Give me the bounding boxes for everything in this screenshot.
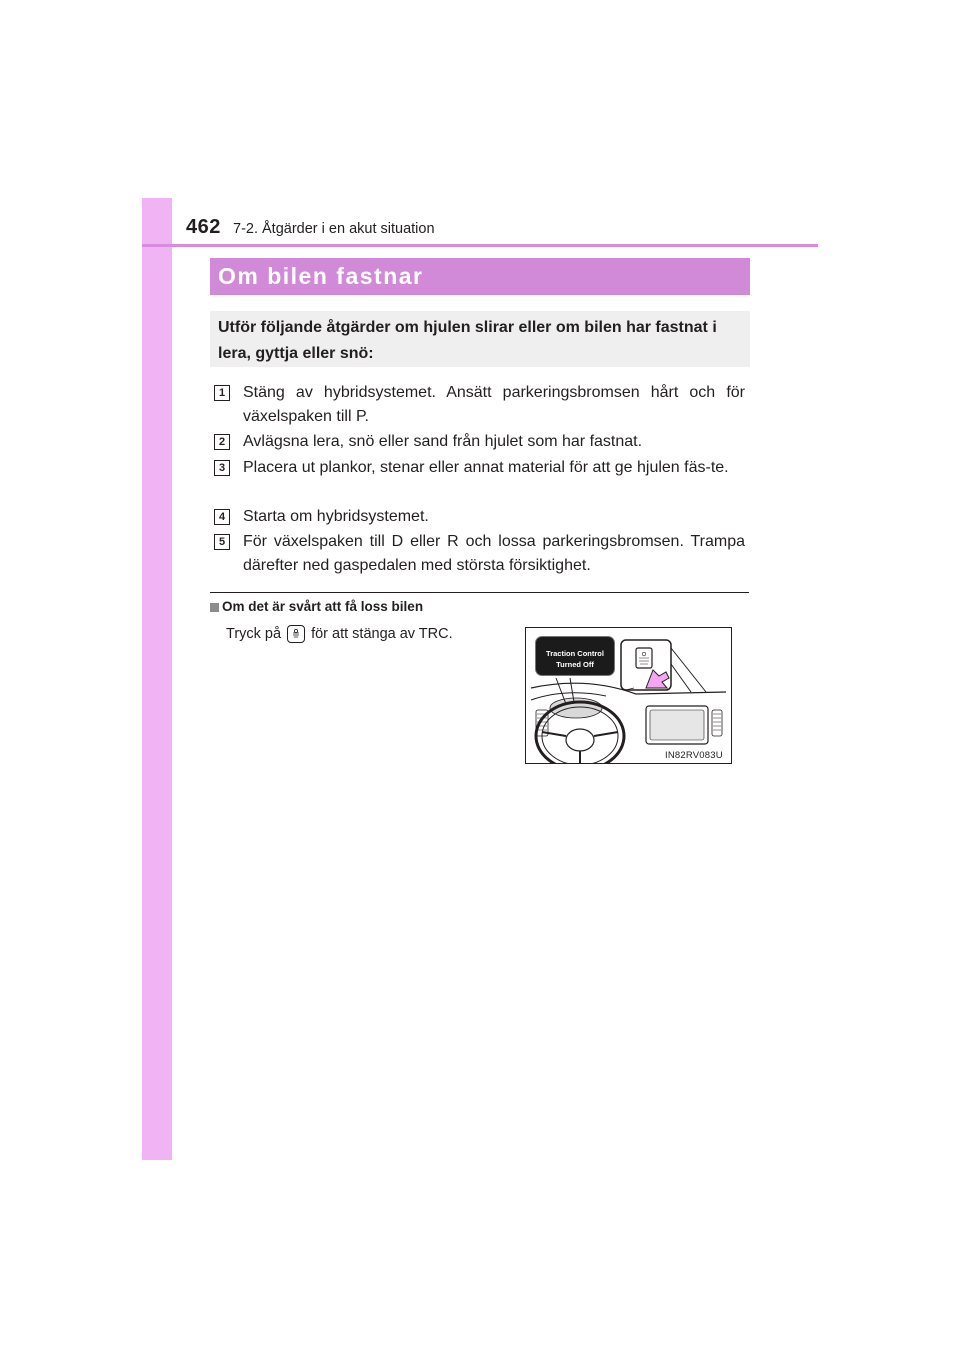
subsection-heading: Om det är svårt att få loss bilen [222,599,424,614]
trc-off-switch-icon [287,625,305,643]
intro-text: Utför följande åtgärder om hjulen slirar eller om bilen har fastnat i lera, gyttja eller snö: [218,319,717,362]
step-text-2: Avlägsna lera, snö eller sand från hjulet som har fastnat. [243,433,643,450]
step-number-5: 5 [214,534,230,550]
step-number-1: 1 [214,385,230,401]
title-bar [210,258,750,295]
traction-control-callout [535,636,615,676]
subsection-body [226,625,453,643]
callout-line-2: Turned Off [556,660,594,669]
body-text-before: Tryck på [226,626,282,642]
body-text-after: för att stänga av TRC. [311,626,453,642]
step-number-3: 3 [214,460,230,476]
intro-box [210,311,750,367]
section-label: 7-2. Åtgärder i en akut situation [233,221,435,237]
step-text-5: För växelspaken till D eller R och lossa parkeringsbromsen. Trampa därefter ned gaspedalen med största försiktighet. [243,533,745,574]
section-divider [210,592,749,593]
step-text-1: Stäng av hybridsystemet. Ansätt parkeringsbromsen hårt och för växelspaken till P. [243,384,745,425]
page-title: Om bilen fastnar [218,263,424,289]
callout-line-1: Traction Control [546,649,604,658]
chapter-sidebar-tab [142,198,172,1160]
header-rule [142,244,818,247]
figure-id: IN82RV083U [665,750,723,761]
step-text-4: Starta om hybridsystemet. [243,508,429,525]
step-text-3: Placera ut plankor, stenar eller annat material för att ge hjulen fäs-te. [243,459,729,476]
page-number: 462 [186,216,221,238]
step-number-4: 4 [214,509,230,525]
subsection-marker [210,603,219,612]
step-number-2: 2 [214,434,230,450]
